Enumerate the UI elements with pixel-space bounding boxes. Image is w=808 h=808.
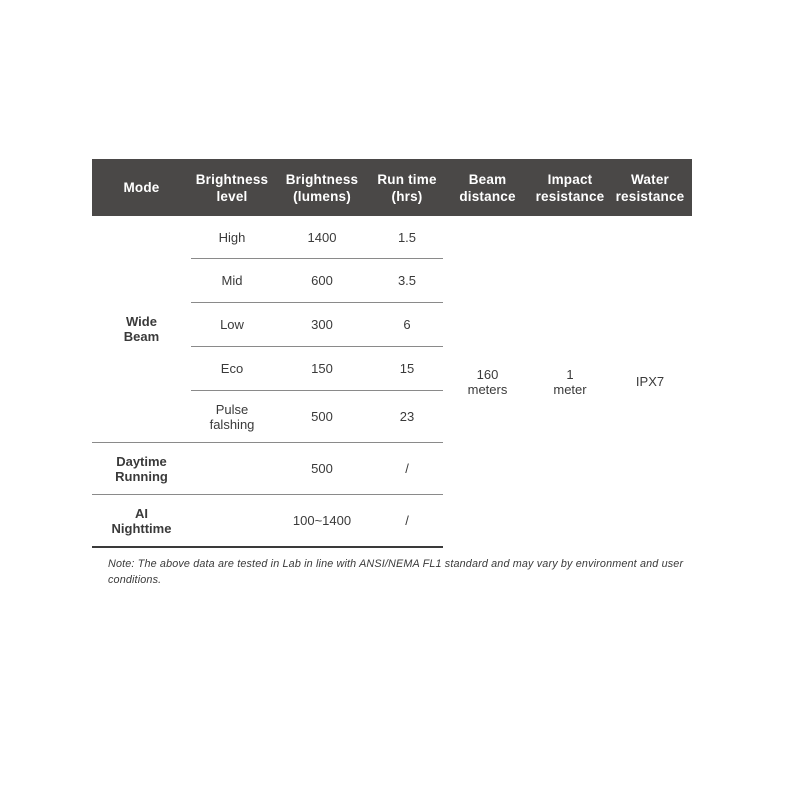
cell-runtime: 6 [371,303,443,347]
cell-impact-resistance: 1 meter [553,366,587,397]
cell-level: Low [191,303,273,347]
header-brightness-level: Brightness level [191,159,273,216]
cell-runtime: / [371,443,443,495]
cell-runtime: 15 [371,347,443,391]
cell-runtime: 3.5 [371,259,443,303]
cell-beam-distance: 160 meters [467,366,508,397]
table-row [92,216,692,259]
cell-level: Mid [191,259,273,303]
header-mode: Mode [92,159,191,216]
cell-level: High [191,216,273,259]
cell-level-empty [191,443,273,495]
cell-lumens: 600 [273,259,371,303]
table-header [92,159,692,216]
header-run-time: Run time (hrs) [371,159,443,216]
cell-lumens: 1400 [273,216,371,259]
cell-lumens: 100~1400 [273,495,371,548]
header-impact-resistance: Impact resistance [532,159,608,216]
cell-level: Pulse falshing [191,391,273,443]
cell-runtime: 23 [371,391,443,443]
mode-wide-beam: Wide Beam [92,216,191,443]
cell-level: Eco [191,347,273,391]
cell-lumens: 500 [273,443,371,495]
cell-lumens: 300 [273,303,371,347]
mode-ai-nighttime: AI Nighttime [92,495,191,548]
spec-table [92,159,692,548]
cell-water-resistance: IPX7 [635,374,665,389]
footnote: Note: The above data are tested in Lab in line with ANSI/NEMA FL1 standard and may vary by environment and user conditions. [108,558,684,586]
cell-lumens: 150 [273,347,371,391]
cell-runtime: 1.5 [371,216,443,259]
header-row [92,159,692,216]
header-brightness-lumens: Brightness (lumens) [273,159,371,216]
header-water-resistance: Water resistance [608,159,692,216]
mode-daytime-running: Daytime Running [92,443,191,495]
cell-level-empty [191,495,273,548]
header-beam-distance: Beam distance [443,159,532,216]
cell-runtime: / [371,495,443,548]
cell-lumens: 500 [273,391,371,443]
